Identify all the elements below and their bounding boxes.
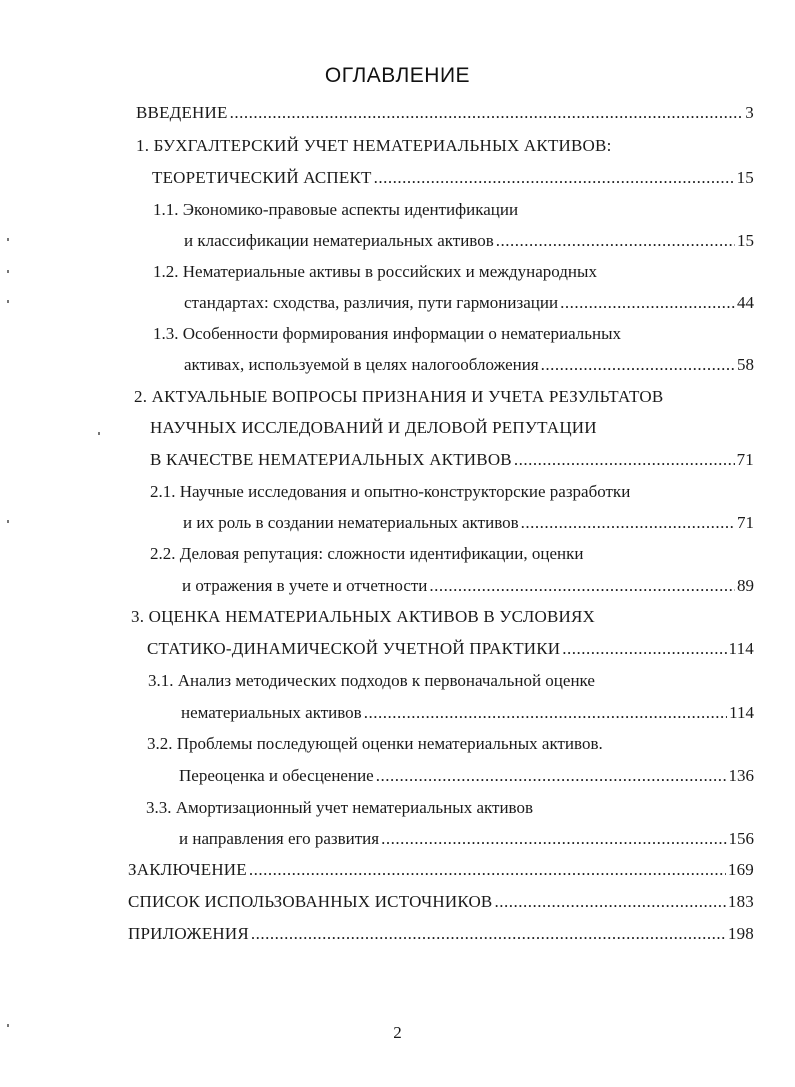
toc-entry-page: 169 [727,860,754,879]
dot-leader [496,228,735,254]
toc-entry-text: стандартах: сходства, различия, пути гармонизации [184,293,559,312]
toc-entry-text: В КАЧЕСТВЕ НЕМАТЕРИАЛЬНЫХ АКТИВОВ [150,450,512,469]
page-title: ОГЛАВЛЕНИЕ [324,64,471,87]
toc-entry-page: 3 [745,103,754,122]
toc-entry [128,889,754,915]
toc-entry-page: 71 [737,513,754,532]
toc-entry-text: ТЕОРЕТИЧЕСКИЙ АСПЕКТ [152,168,372,187]
toc-entry [128,857,754,883]
dot-leader [381,826,726,852]
dot-leader [376,763,727,789]
toc-entry-page: 15 [737,231,754,250]
dot-leader [251,921,726,947]
toc-entry [153,197,518,223]
toc-entry-page: 136 [728,766,754,785]
toc-entry-page: 58 [737,355,754,374]
dot-leader [521,510,735,536]
toc-entry [183,510,754,536]
toc-entry-text: и отражения в учете и отчетности [182,576,428,595]
toc-entry-text: 1.1. Экономико-правовые аспекты идентификации [153,200,519,219]
toc-entry-text: и направления его развития [179,829,380,848]
toc-entry-page: 198 [727,924,754,943]
toc-entry [134,384,663,410]
dot-leader [560,290,735,316]
toc-entry [136,100,754,126]
toc-entry [153,259,597,285]
toc-entry [184,228,754,254]
toc-entry-page: 183 [727,892,754,911]
toc-entry-text: 1. БУХГАЛТЕРСКИЙ УЧЕТ НЕМАТЕРИАЛЬНЫХ АКТИВОВ: [136,136,612,155]
toc-entry-text: 1.3. Особенности формирования информации о нематериальных [153,324,622,343]
toc-entry [128,921,754,947]
toc-entry [179,763,754,789]
toc-entry-text: 3. ОЦЕНКА НЕМАТЕРИАЛЬНЫХ АКТИВОВ В УСЛОВИЯХ [131,607,595,626]
toc-entry [184,290,754,316]
scan-mark [7,270,9,273]
toc-entry-page: 156 [728,829,754,848]
toc-entry [150,447,754,473]
toc-entry-text: 2. АКТУАЛЬНЫЕ ВОПРОСЫ ПРИЗНАНИЯ И УЧЕТА РЕЗУЛЬТАТОВ [134,387,664,406]
toc-entry-text: НАУЧНЫХ ИССЛЕДОВАНИЙ И ДЕЛОВОЙ РЕПУТАЦИИ [150,418,597,437]
toc-entry-text: СПИСОК ИСПОЛЬЗОВАННЫХ ИСТОЧНИКОВ [128,892,493,911]
toc-entry-text: 1.2. Нематериальные активы в российских и международных [153,262,597,281]
toc-entry [147,636,754,662]
toc-entry-page: 44 [737,293,754,312]
toc-entry-text: ВВЕДЕНИЕ [136,103,228,122]
toc-entry-text: и их роль в создании нематериальных активов [183,513,519,532]
toc-entry-text: ПРИЛОЖЕНИЯ [128,924,249,943]
toc-entry [179,826,754,852]
toc-entry [153,321,621,347]
toc-entry-text: 3.2. Проблемы последующей оценки нематериальных активов. [147,734,603,753]
toc-entry [150,415,597,441]
dot-leader [364,700,727,726]
scan-mark [7,1024,9,1027]
toc-entry-text: нематериальных активов [181,703,362,722]
toc-entry-page: 89 [737,576,754,595]
toc-entry [152,165,754,191]
toc-entry [150,541,583,567]
dot-leader [494,889,725,915]
toc-entry-text: и классификации нематериальных активов [184,231,494,250]
toc-entry-text: 3.3. Амортизационный учет нематериальных активов [146,798,533,817]
toc-entry-text: СТАТИКО-ДИНАМИЧЕСКОЙ УЧЕТНОЙ ПРАКТИКИ [147,639,561,658]
scan-mark [7,300,9,303]
dot-leader [514,447,735,473]
scan-mark [98,432,100,435]
toc-entry [184,352,754,378]
toc-entry-page: 15 [736,168,754,187]
dot-leader [541,352,735,378]
toc-entry [136,133,612,159]
toc-entry-text: активах, используемой в целях налогообложения [184,355,539,374]
toc-entry [148,668,595,694]
scan-mark [7,520,9,523]
toc-entry-text: 2.1. Научные исследования и опытно-конструкторские разработки [150,482,631,501]
toc-entry-page: 114 [729,703,754,722]
toc-entry-text: 2.2. Деловая репутация: сложности идентификации, оценки [150,544,584,563]
toc-entry-page: 71 [736,450,754,469]
toc-entry-text: 3.1. Анализ методических подходов к первоначальной оценке [148,671,595,690]
dot-leader [429,573,735,599]
toc-entry [181,700,754,726]
toc-entry [150,479,630,505]
toc-entry [146,795,533,821]
page-number: 2 [393,1023,402,1042]
dot-leader [230,100,744,126]
dot-leader [562,636,726,662]
toc-entry [182,573,754,599]
scan-mark [7,238,9,241]
toc-entry [131,604,595,630]
toc-entry [147,731,603,757]
dot-leader [374,165,735,191]
toc-entry-text: Переоценка и обесценение [179,766,374,785]
dot-leader [249,857,726,883]
toc-entry-text: ЗАКЛЮЧЕНИЕ [128,860,247,879]
toc-entry-page: 114 [728,639,754,658]
